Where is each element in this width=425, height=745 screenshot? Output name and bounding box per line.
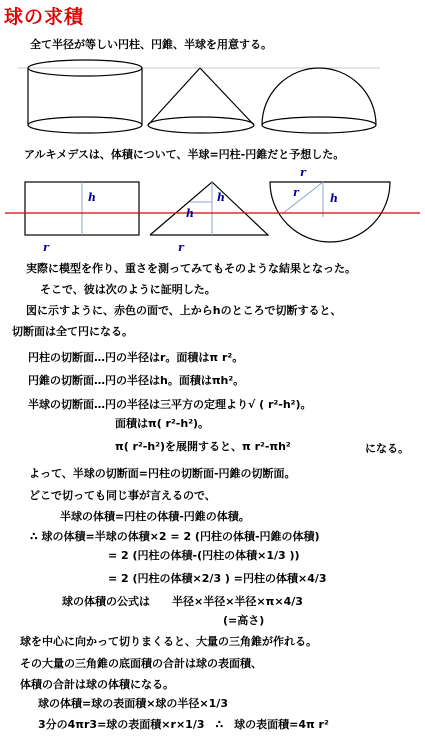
body-line: どこで切っても同じ事が言えるので、 xyxy=(29,489,216,502)
body-line: = 2 (円柱の体積×2/3 ) =円柱の体積×4/3 xyxy=(108,572,327,585)
page-title: 球の求積 xyxy=(4,6,85,28)
body-line: π( r²-h²)を展開すると、π r²-πh² xyxy=(115,440,291,453)
hemisphere-section xyxy=(270,182,390,242)
body-line: 円柱の切断面…円の半径はr。面積はπ r²。 xyxy=(28,351,244,364)
r-label: r xyxy=(178,241,184,254)
cross-section-figure xyxy=(0,167,425,257)
body-line: 切断面は全て円になる。 xyxy=(12,325,133,338)
body-line: 実際に模型を作り、重さを測ってみてもそのような結果となった。 xyxy=(26,262,356,275)
body-line: 球の体積の公式は 半径×半径×半径×π×4/3 xyxy=(62,595,303,608)
cone-section xyxy=(150,182,268,235)
body-line: 半球の切断面…円の半径は三平方の定理より√ ( r²-h²)。 xyxy=(28,398,312,411)
body-line: 面積はπ( r²-h²)。 xyxy=(115,417,210,430)
hemisphere-shape xyxy=(262,68,376,133)
body-line: 球の体積=球の表面積×球の半径×1/3 xyxy=(38,697,228,710)
h-label: h xyxy=(88,191,96,204)
body-line: (=高さ) xyxy=(223,614,265,627)
body-line: 半球の体積=円柱の体積-円錐の体積。 xyxy=(60,510,250,523)
cone-shape xyxy=(148,68,254,133)
body-line: ∴ 球の体積=半球の体積×2 = 2 (円柱の体積-円錐の体積) xyxy=(30,530,320,543)
body-line: になる。 xyxy=(365,442,409,455)
r-label: r xyxy=(300,167,306,179)
h-label: h xyxy=(330,192,338,205)
cylinder-shape xyxy=(28,60,142,133)
body-line: そこで、彼は次のように証明した。 xyxy=(40,283,216,296)
body-line: = 2 (円柱の体積-(円柱の体積×1/3 )) xyxy=(108,549,300,562)
solids-figure xyxy=(0,55,425,145)
hypothesis-text: アルキメデスは、体積について、半球=円柱-円錐だと予想した。 xyxy=(24,148,345,161)
h-label: h xyxy=(217,191,225,204)
body-line: 図に示すように、赤色の面で、上からhのところで切断すると、 xyxy=(26,304,342,317)
body-line: 体積の合計は球の体積になる。 xyxy=(20,678,174,691)
body-line: その大量の三角錐の底面積の合計は球の表面積、 xyxy=(20,657,262,670)
r-label: r xyxy=(43,241,49,254)
body-line: 円錐の切断面…円の半径はh。面積はπh²。 xyxy=(28,374,245,387)
r-label: r xyxy=(293,186,299,199)
body-line: 球を中心に向かって切りまくると、大量の三角錐が作れる。 xyxy=(20,635,317,648)
intro-text: 全て半径が等しい円柱、円錐、半球を用意する。 xyxy=(30,38,272,51)
body-line: 3分の4πr3=球の表面積×r×1/3 ∴ 球の表面積=4π r² xyxy=(38,718,329,731)
body-line: よって、半球の切断面=円柱の切断面-円錐の切断面。 xyxy=(29,467,296,480)
h-label: h xyxy=(186,207,194,220)
